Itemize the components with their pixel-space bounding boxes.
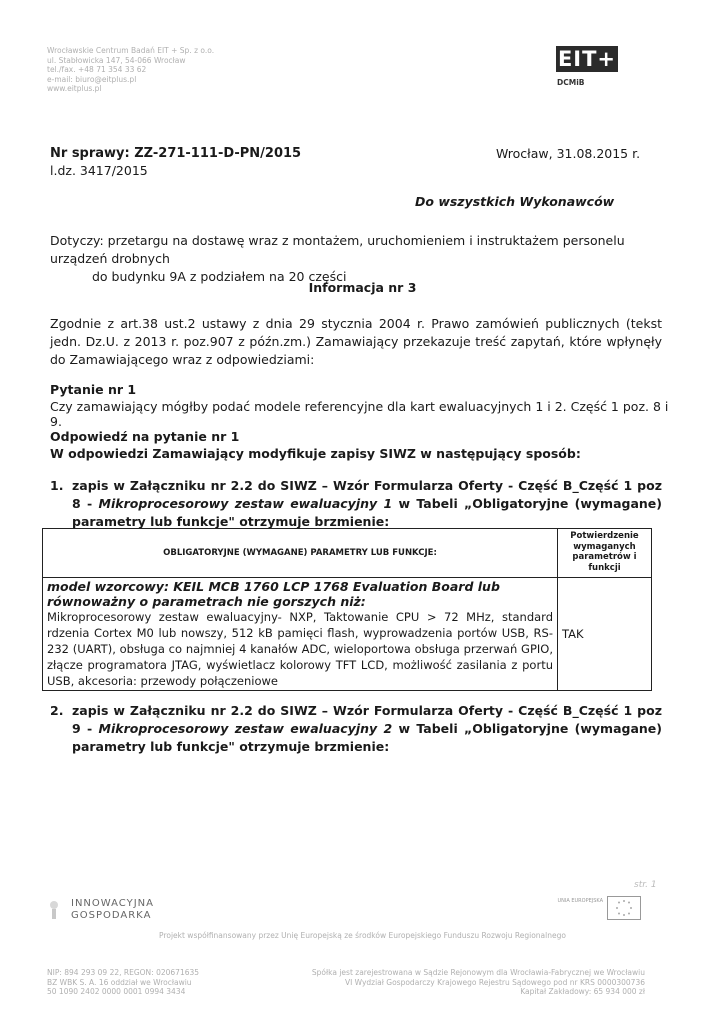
project-note: Projekt współfinansowany przez Unię Europejską ze środków Europejskiego Funduszu Rozwoju Regionalnego [159, 931, 566, 940]
footer-line: NIP: 894 293 09 22, REGON: 020671635 [47, 968, 200, 977]
address-line: tel./fax. +48 71 354 33 62 [47, 65, 147, 74]
item-text-a: zapis w Załączniku nr 2.2 do SIWZ – Wzór Formularza Oferty - Część B_Część 1 poz 9 - [72, 703, 662, 736]
table-header-confirmation: Potwierdzenie wymaganych parametrów i funkcji [558, 529, 652, 578]
list-item [50, 477, 662, 531]
answer-heading [50, 428, 581, 462]
eit-logo: EIT+ [557, 47, 617, 71]
spec-text: Mikroprocesorowy zestaw ewaluacyjny- NXP, Taktowanie CPU > 72 MHz, standard rdzenia Cortex M0 lub nowszy, 512 kB pamięci flash, wyprowadzenia portów USB, RS-232 (UART), obsługa co najmniej 4 kanałów ADC, wieloportowa obsługa przerwań GPIO, złącze programatora JTAG, wyświetlacz kolorowy TFT LCD, możliwość zasilania z portu USB, akcesoria: przewody połączeniowe [47, 610, 553, 688]
item-number: 2. [50, 703, 64, 718]
reference-model: model wzorcowy: KEIL MCB 1760 LCP 1768 Evaluation Board lub równoważny o parametrach nie gorszych niż: [47, 579, 500, 609]
table-header-parameters: OBLIGATORYJNE (WYMAGANE) PARAMETRY LUB FUNKCJE: [43, 529, 558, 578]
item-text-italic: Mikroprocesorowy zestaw ewaluacyjny 2 [98, 721, 393, 736]
document-title: Informacja nr 3 [308, 280, 417, 295]
item-number: 1. [50, 478, 64, 493]
answer-title: Odpowiedź na pytanie nr 1 [50, 429, 240, 444]
table-cell-spec [43, 578, 558, 691]
address-line: Wrocławskie Centrum Badań EIT + Sp. z o.o. [47, 46, 215, 55]
table-row [43, 578, 652, 691]
ig-line: INNOWACYJNA [71, 898, 154, 909]
address-line: e-mail: biuro@eitplus.pl [47, 74, 137, 84]
subject-line: do budynku 9A z podziałem na 20 części [92, 269, 347, 284]
table-header-row [43, 529, 652, 578]
footer-line: VI Wydział Gospodarczy Krajowego Rejestru Sądowego pod nr KRS 0000300736 [344, 977, 645, 987]
case-number: Nr sprawy: ZZ-271-111-D-PN/2015 [50, 146, 302, 161]
footer-line: 50 1090 2402 0000 0001 0994 3434 [47, 987, 186, 996]
item-text [72, 477, 662, 531]
ig-line: GOSPODARKA [71, 910, 152, 921]
company-bank-info [47, 968, 227, 997]
question-text: Czy zamawiający mógłby podać modele referencyjne dla kart ewaluacyjnych 1 i 2. Część 1 poz. 8 i 9. [50, 399, 669, 429]
logo-subtitle: DCMiB [557, 78, 585, 87]
company-registration-info [245, 968, 645, 997]
journal-number: l.dz. 3417/2015 [50, 163, 148, 178]
subject-line: Dotyczy: przetargu na dostawę wraz z montażem, uruchomieniem i instruktażem personelu urządzeń drobnych [50, 233, 625, 266]
requirements-table [42, 528, 652, 691]
addressee: Do wszystkich Wykonawców [415, 194, 615, 209]
item-text-b: w Tabeli „Obligatoryjne (wymagane) parametry lub funkcje" otrzymuje brzmienie: [72, 721, 662, 754]
place-date: Wrocław, 31.08.2015 r. [496, 146, 641, 161]
answer-subtitle: W odpowiedzi Zamawiający modyfikuje zapisy SIWZ w następujący sposób: [50, 446, 581, 461]
subject [50, 232, 670, 286]
item-text-a: zapis w Załączniku nr 2.2 do SIWZ – Wzór Formularza Oferty - Część B_Część 1 poz 8 - [72, 478, 662, 511]
address-line: www.eitplus.pl [47, 84, 102, 93]
item-text [72, 702, 662, 756]
sender-address [47, 46, 287, 94]
page-number: str. 1 [634, 880, 657, 890]
intro-paragraph: Zgodnie z art.38 ust.2 ustawy z dnia 29 stycznia 2004 r. Prawo zamówień publicznych (tekst jedn. Dz.U. z 2013 r. poz.907 z późn.zm.) Zamawiający przekazuje treść zapytań, które wpłynęły do Zamawiającego wraz z odpowiedziami: [50, 316, 662, 367]
innowacyjna-gospodarka-icon [43, 898, 65, 920]
footer-line: Kapitał Zakładowy: 65 934 000 zł [520, 987, 645, 996]
innowacyjna-gospodarka-logo [71, 898, 154, 922]
list-item [50, 702, 662, 756]
footer-line: Spółka jest zarejestrowana w Sądzie Rejonowym dla Wrocławia-Fabrycznej we Wrocławiu [311, 968, 645, 977]
footer-line: BZ WBK S. A. 16 oddział we Wrocławiu [47, 977, 192, 987]
eu-label: UNIA EUROPEJSKA [557, 898, 603, 904]
item-text-italic: Mikroprocesorowy zestaw ewaluacyjny 1 [98, 496, 393, 511]
eu-flag-icon [607, 896, 641, 920]
question-heading: Pytanie nr 1 [50, 382, 137, 397]
table-cell-confirm: TAK [558, 578, 652, 691]
item-text-b: w Tabeli „Obligatoryjne (wymagane) parametry lub funkcje" otrzymuje brzmienie: [72, 496, 662, 529]
address-line: ul. Stabłowicka 147, 54-066 Wrocław [47, 55, 186, 65]
